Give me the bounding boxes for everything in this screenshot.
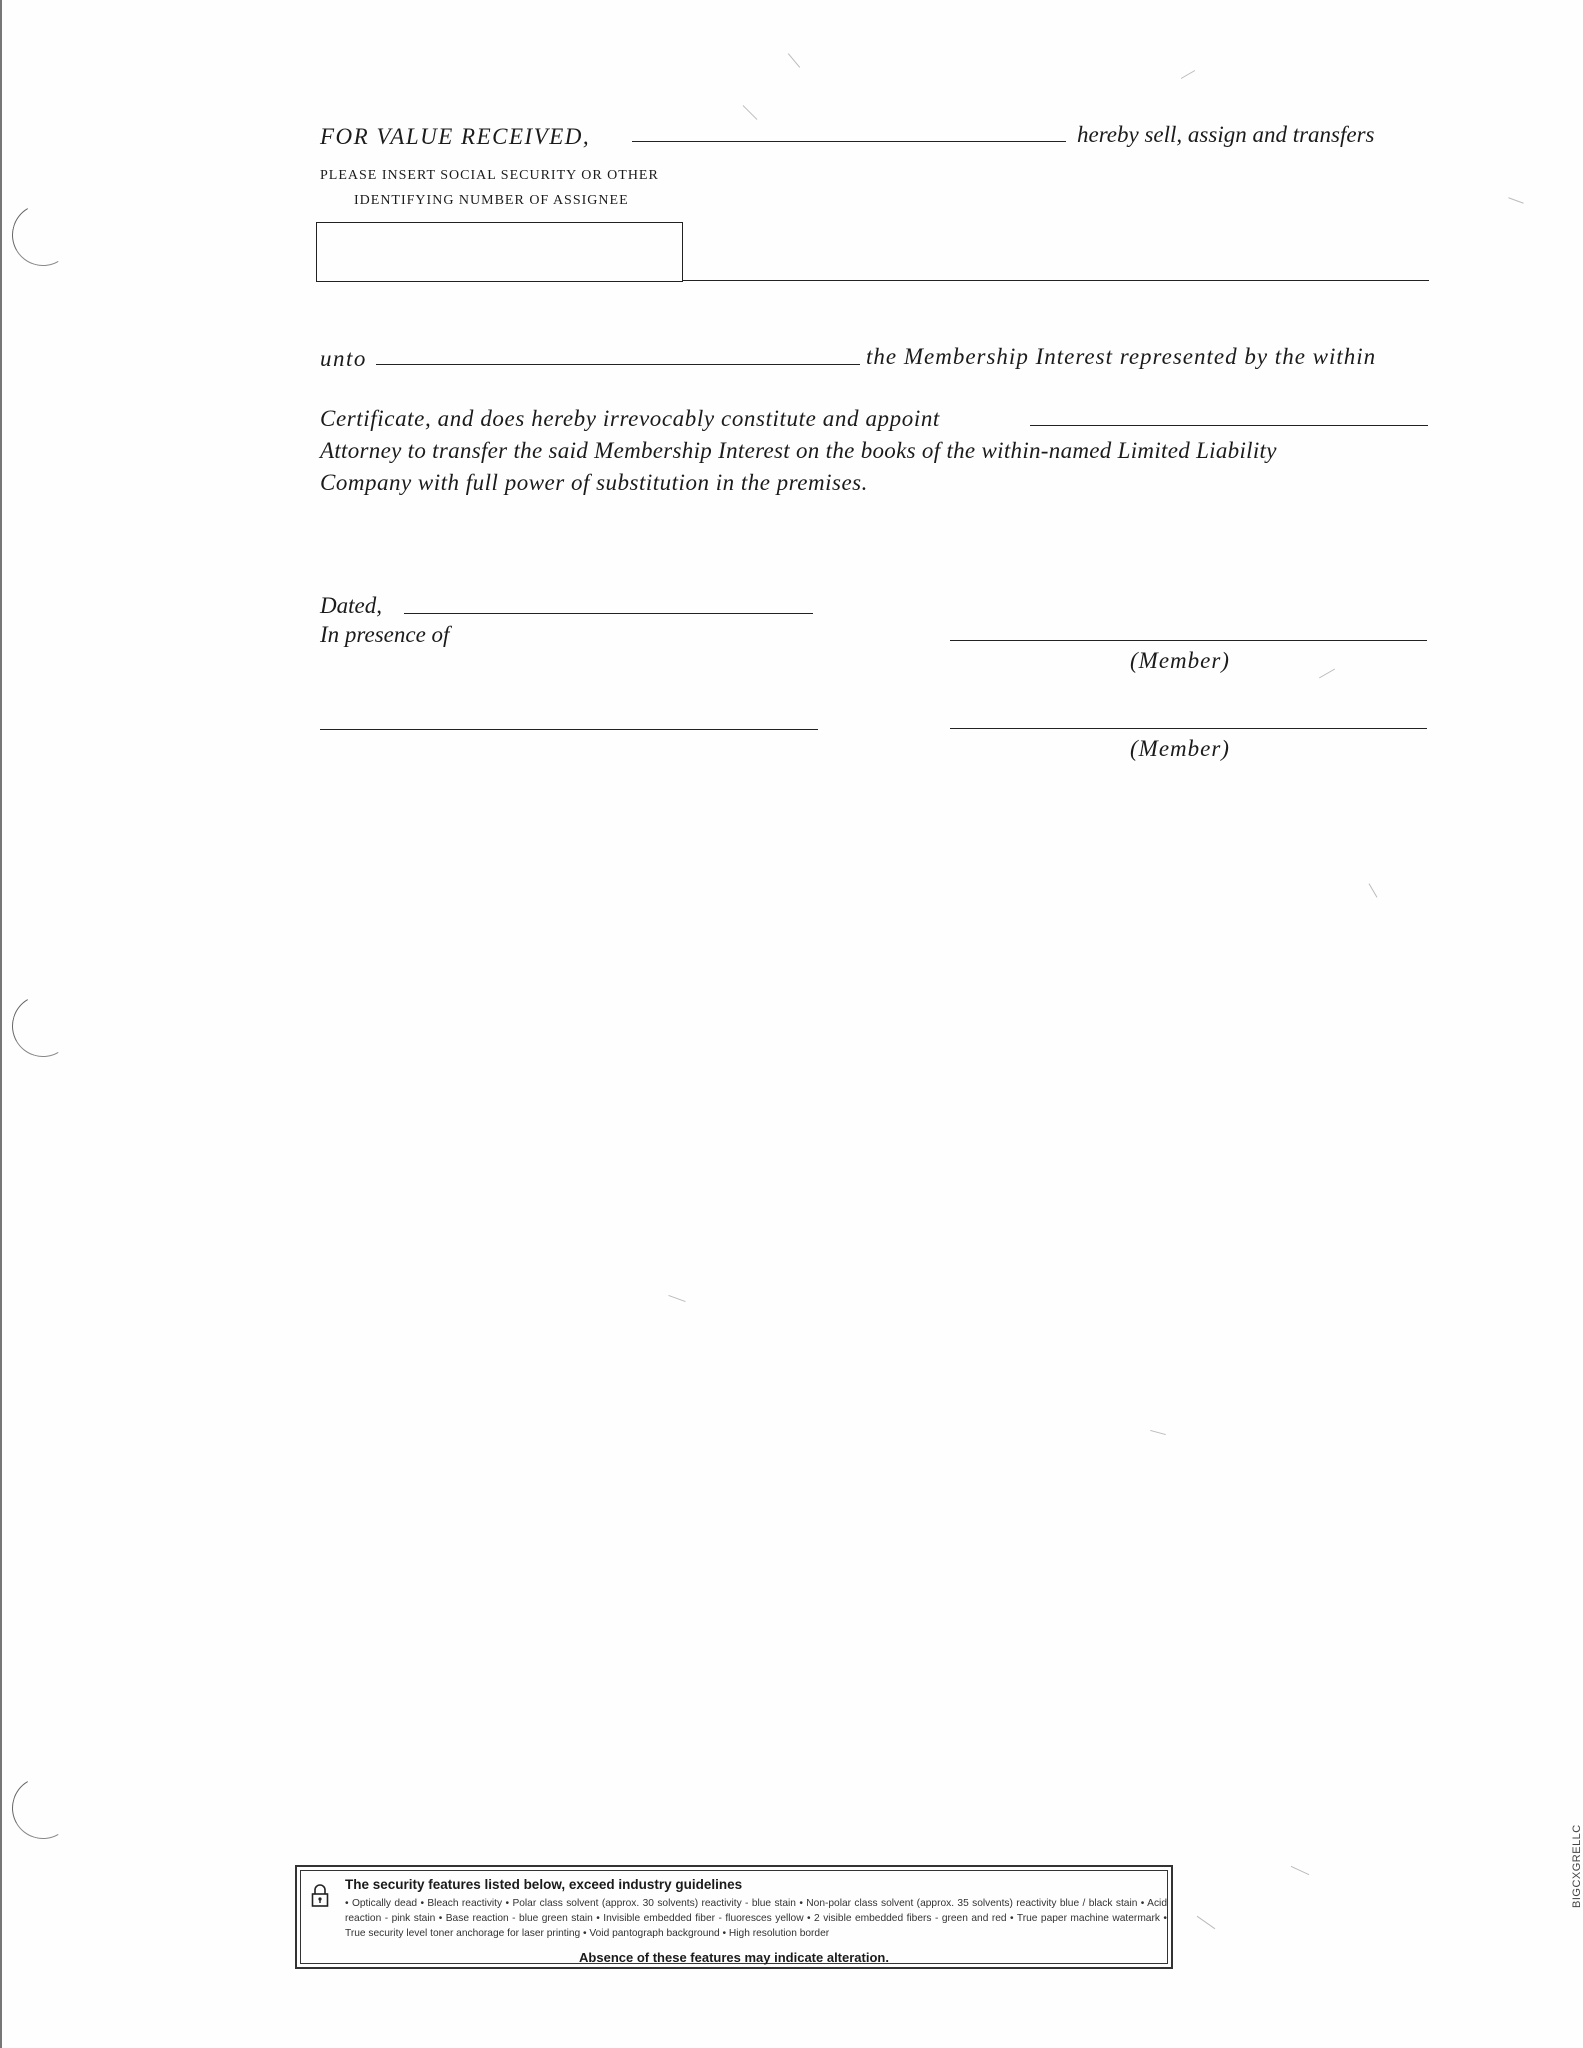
witness-signature-line[interactable] bbox=[320, 729, 818, 730]
paper-fiber bbox=[1291, 1866, 1310, 1875]
punch-hole-top bbox=[5, 197, 81, 273]
attorney-line[interactable] bbox=[1030, 425, 1428, 426]
member-label-2: (Member) bbox=[1130, 736, 1230, 761]
ssn-label-line1: PLEASE INSERT SOCIAL SECURITY OR OTHER bbox=[320, 168, 659, 183]
date-line[interactable] bbox=[404, 613, 813, 614]
assignee-name-line[interactable] bbox=[683, 280, 1429, 281]
security-features-box bbox=[295, 1865, 1173, 1969]
paper-fiber bbox=[788, 53, 800, 67]
punch-hole-middle bbox=[5, 988, 81, 1064]
unto-line[interactable] bbox=[376, 364, 860, 365]
paper-fiber bbox=[1197, 1916, 1216, 1929]
paper-fiber bbox=[1508, 197, 1523, 203]
security-body: • Optically dead • Bleach reactivity • Polar class solvent (approx. 30 solvents) reactivity - blue stain • Non-polar class solvent (approx. 35 solvents) reactivity blue / black stain • Acid reaction - pink stain • Base reaction - blue green stain • Invisible embedded fiber - fluoresces yellow • 2 visible embedded fibers - green and red • True paper machine watermark • True security level toner anchorage for laser printing • Void pantograph background • High resolution border bbox=[345, 1898, 1167, 1939]
for-value-received-text: FOR VALUE RECEIVED, bbox=[320, 124, 591, 149]
paper-fiber bbox=[743, 105, 758, 120]
punch-hole-bottom bbox=[5, 1770, 81, 1846]
ssn-label-line2: IDENTIFYING NUMBER OF ASSIGNEE bbox=[354, 193, 629, 208]
paper-fiber bbox=[1369, 883, 1378, 897]
paper-fiber bbox=[1181, 70, 1195, 79]
member-signature-line-1[interactable] bbox=[950, 640, 1427, 641]
scan-edge bbox=[0, 0, 2, 2048]
paper-fiber bbox=[1319, 669, 1335, 679]
attorney-text: Attorney to transfer the said Membership Interest on the books of the within-named Limited Liability bbox=[320, 438, 1277, 463]
paper-fiber bbox=[668, 1295, 685, 1302]
dated-label: Dated, bbox=[320, 593, 382, 618]
membership-interest-text: the Membership Interest represented by the within bbox=[866, 344, 1377, 369]
member-label-1: (Member) bbox=[1130, 648, 1230, 673]
lock-icon bbox=[311, 1884, 329, 1908]
side-code: BIGCXGRELLC bbox=[1571, 1824, 1583, 1908]
security-title: The security features listed below, exceed industry guidelines bbox=[345, 1877, 743, 1892]
hereby-sell-text: hereby sell, assign and transfers bbox=[1077, 122, 1375, 147]
substitution-text: Company with full power of substitution in the premises. bbox=[320, 470, 868, 495]
paper-fiber bbox=[1150, 1430, 1166, 1435]
unto-text: unto bbox=[320, 346, 367, 371]
security-footer: Absence of these features may indicate alteration. bbox=[579, 1950, 889, 1965]
assignor-name-line[interactable] bbox=[632, 141, 1066, 142]
security-features-inner bbox=[300, 1870, 1168, 1964]
presence-label: In presence of bbox=[320, 622, 450, 647]
certificate-text: Certificate, and does hereby irrevocably constitute and appoint bbox=[320, 406, 940, 431]
ssn-input-box[interactable] bbox=[316, 222, 683, 282]
member-signature-line-2[interactable] bbox=[950, 728, 1427, 729]
